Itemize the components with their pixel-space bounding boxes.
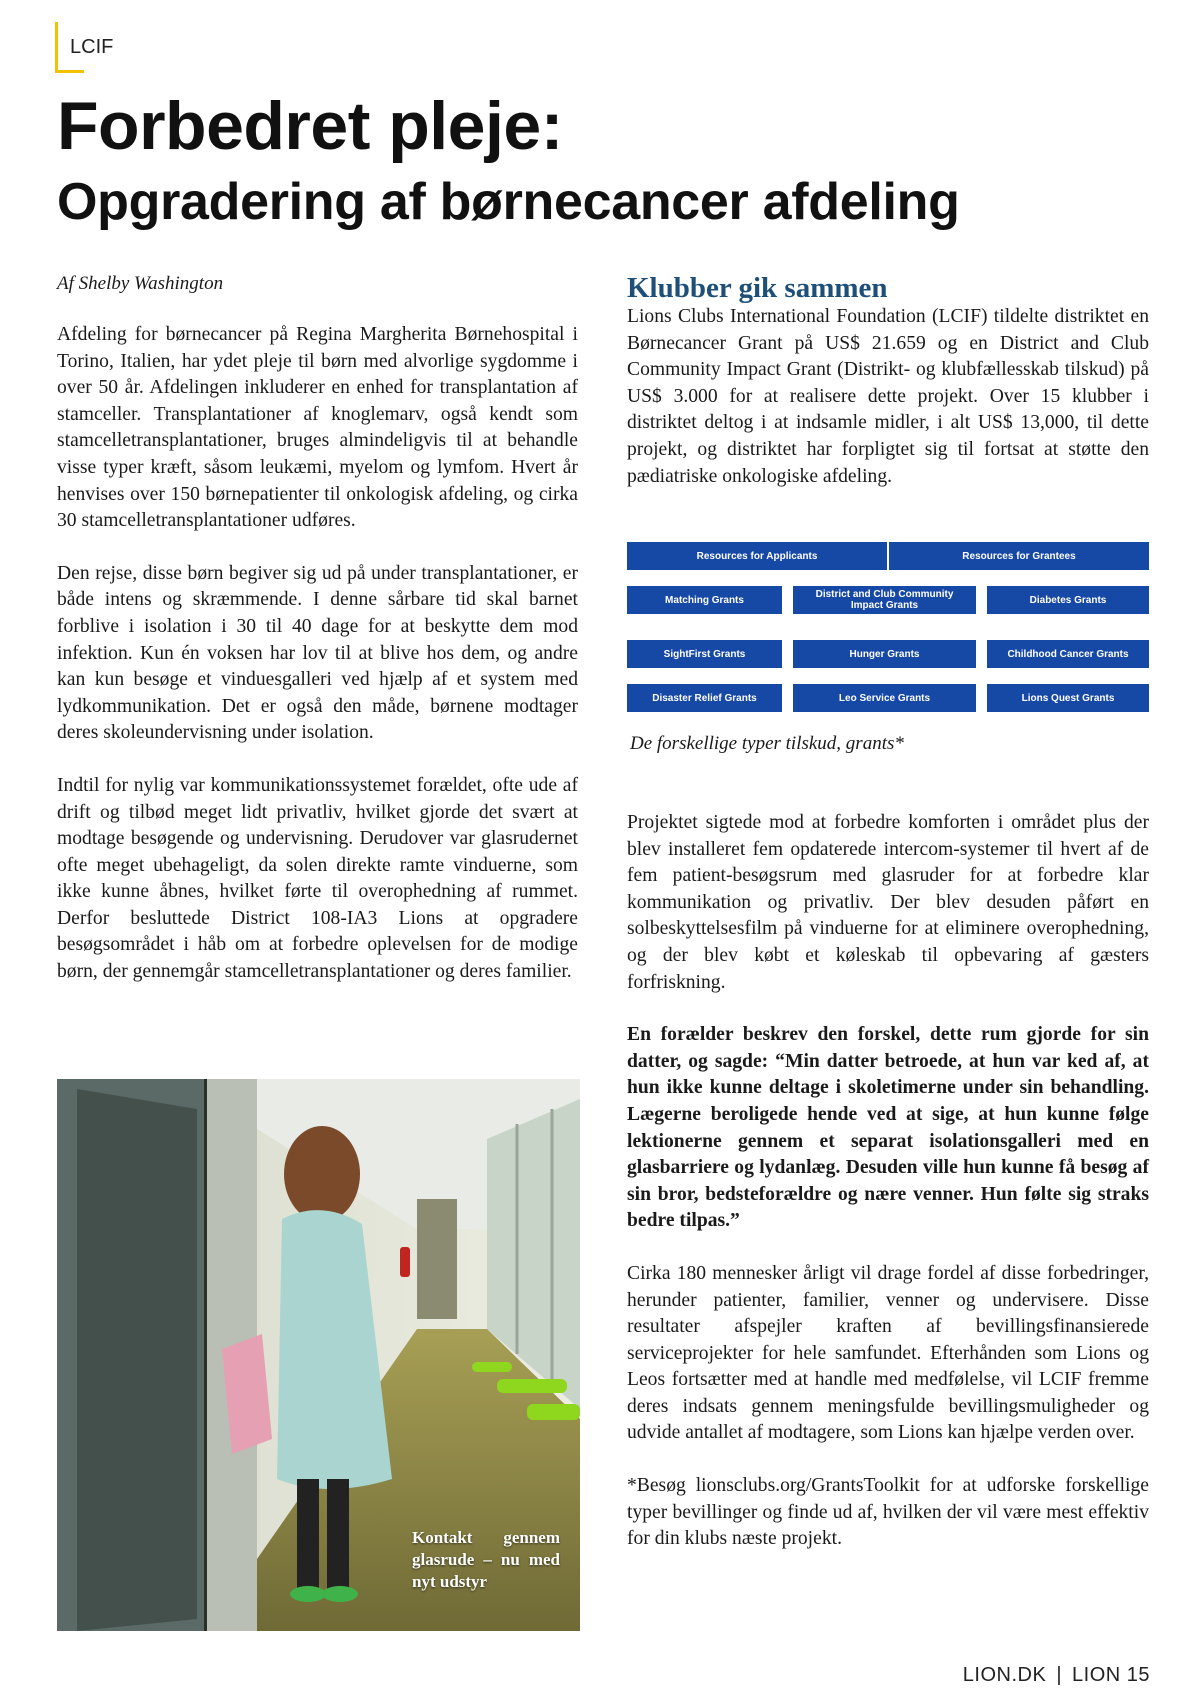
left-paragraph-2: Den rejse, disse børn begiver sig ud på under transplantationer, er både intens og skræmmende. I denne sårbare tid skal barnet forblive i isolation i 30 til 40 dage for at beskytte dem mod infektion. Kun én voksen har lov til at blive hos dem, og andre kan kun besøge et vinduesgalleri ved hjælp af et system med lydkommunikation. Det er også den måde, børnene modtager deres skoleundervisning under isolation. xyxy=(57,562,578,744)
grants-caption: De forskellige typer tilskud, grants* xyxy=(630,733,904,754)
grant-button-leo-service[interactable]: Leo Service Grants xyxy=(793,684,976,712)
grant-button-district-club[interactable]: District and Club Community Impact Grants xyxy=(793,586,976,614)
right-intro-paragraph: Lions Clubs International Foundation (LCIF) tildelte distriktet en Børnecancer Grant på US$ 21.659 og en District and Club Community Impact Grant (Distrikt- og klubfællesskab tilskud) på US$ 3.000 for at realisere dette projekt. Over 15 klubber i distriktet deltog i at indsamle midler, i alt US$ 13,000, til dette projekt, og distriktet har forpligtet sig til fortsat at støtte den pædiatriske onkologiske afdeling. xyxy=(627,306,1149,487)
byline: Af Shelby Washington xyxy=(57,273,224,294)
grant-button-sightfirst[interactable]: SightFirst Grants xyxy=(627,640,782,668)
footer-site: LION.DK xyxy=(962,1664,1047,1686)
right-column-top xyxy=(627,272,1149,516)
hospital-corridor-photo xyxy=(57,1079,580,1631)
grant-button-childhood-cancer[interactable]: Childhood Cancer Grants xyxy=(987,640,1149,668)
project-paragraph: Projektet sigtede mod at forbedre komforten i området plus der blev installeret fem opdaterede intercom-systemer til hvert af de fem patient-besøgsrum med glasruder for at forbedre klar kommunikation og privatliv. Der blev desuden påført en solbeskyttelsesfilm på vinduerne for at eliminere overophedning, og der blev købt et køleskab til opbevaring af gæsters forfriskning. xyxy=(627,812,1149,993)
grant-types-graphic xyxy=(627,542,1149,712)
grant-button-matching[interactable]: Matching Grants xyxy=(627,586,782,614)
left-paragraph-1: Afdeling for børnecancer på Regina Margherita Børnehospital i Torino, Italien, har ydet pleje til børn med alvorlige sygdomme i over 50 år. Afdelingen inkluderer en enhed for transplantation af stamceller. Transplantationer af knoglemarv, også kendt som stamcelletransplantationer, bruges almindeligvis til at behandle visse typer kræft, såsom leukæmi, myelom og lymfom. Hvert år henvises over 150 børnepatienter til onkologisk afdeling, og cirka 30 stamcelletransplantationer udføres. xyxy=(57,324,578,532)
photo-caption: Kontakt gennem glasrude – nu med nyt udstyr xyxy=(412,1528,560,1591)
grant-button-lions-quest[interactable]: Lions Quest Grants xyxy=(987,684,1149,712)
article-subheadline: Opgradering af børnecancer afdeling xyxy=(57,173,960,231)
footer-separator: | xyxy=(1056,1664,1063,1686)
parent-quote: En forælder beskrev den forskel, dette rum gjorde for sin datter, og sagde: “Min datter betroede, at hun var ked af, at hun ikke kunne deltage i skoletimerne under sin behandling. Lægerne beroligede hende ved at sige, at hun kunne følge lektionerne gennem et separat isolationsgalleri med en glasbarriere og lydanlæg. Desuden ville hun kunne få besøg af sin bror, bedsteforældre og nære venner. Hun følte sig straks bedre tilpas.” xyxy=(627,1024,1149,1232)
grant-button-diabetes[interactable]: Diabetes Grants xyxy=(987,586,1149,614)
article-headline: Forbedret pleje: xyxy=(57,88,563,164)
page-footer xyxy=(963,1664,1150,1687)
left-paragraph-3: Indtil for nylig var kommunikationssystemet forældet, ofte ude af drift og tilbød meget lidt privatliv, hvilket gjorde det svært at modtage besøgende og undervisning. Derudover var glasrudernet ofte meget ubehageligt, da solen direkte ramte vinduerne, som ikke kunne åbnes, hvilket førte til overophedning af rummet. Derfor besluttede District 108-IA3 Lions at opgradere besøgsområdet i håb om at forbedre oplevelsen for de modige børn, der gennemgår stamcelletransplantationer og deres familier. xyxy=(57,774,578,983)
footer-page: LION 15 xyxy=(1072,1664,1150,1686)
grant-button-resources-applicants[interactable]: Resources for Applicants xyxy=(627,542,887,570)
right-column-bottom xyxy=(627,810,1149,1579)
impact-paragraph: Cirka 180 mennesker årligt vil drage fordel af disse forbedringer, herunder patienter, familier, venner og undervisere. Disse resultater afspejler kraften af bevillingsfinansierede serviceprojekter for hele samfundet. Efterhånden som Lions og Leos fortsætter med at handle med medfølelse, vil LCIF fremme deres indsats gennem meningsfulde bevillingsmuligheder og udvide antallet af modtagere, som Lions kan hjælpe verden over. xyxy=(627,1262,1149,1444)
grant-button-resources-grantees[interactable]: Resources for Grantees xyxy=(889,542,1149,570)
grant-button-hunger[interactable]: Hunger Grants xyxy=(793,640,976,668)
footnote: *Besøg lionsclubs.org/GrantsToolkit for at udforske forskellige typer bevillinger og finde ud af, hvilken der vil være mest effektiv for din klubs næste projekt. xyxy=(627,1475,1149,1550)
grant-button-disaster-relief[interactable]: Disaster Relief Grants xyxy=(627,684,782,712)
section-tag: LCIF xyxy=(70,36,114,58)
clubs-subhead: Klubber gik sammen xyxy=(627,272,888,304)
left-column xyxy=(57,272,578,1012)
